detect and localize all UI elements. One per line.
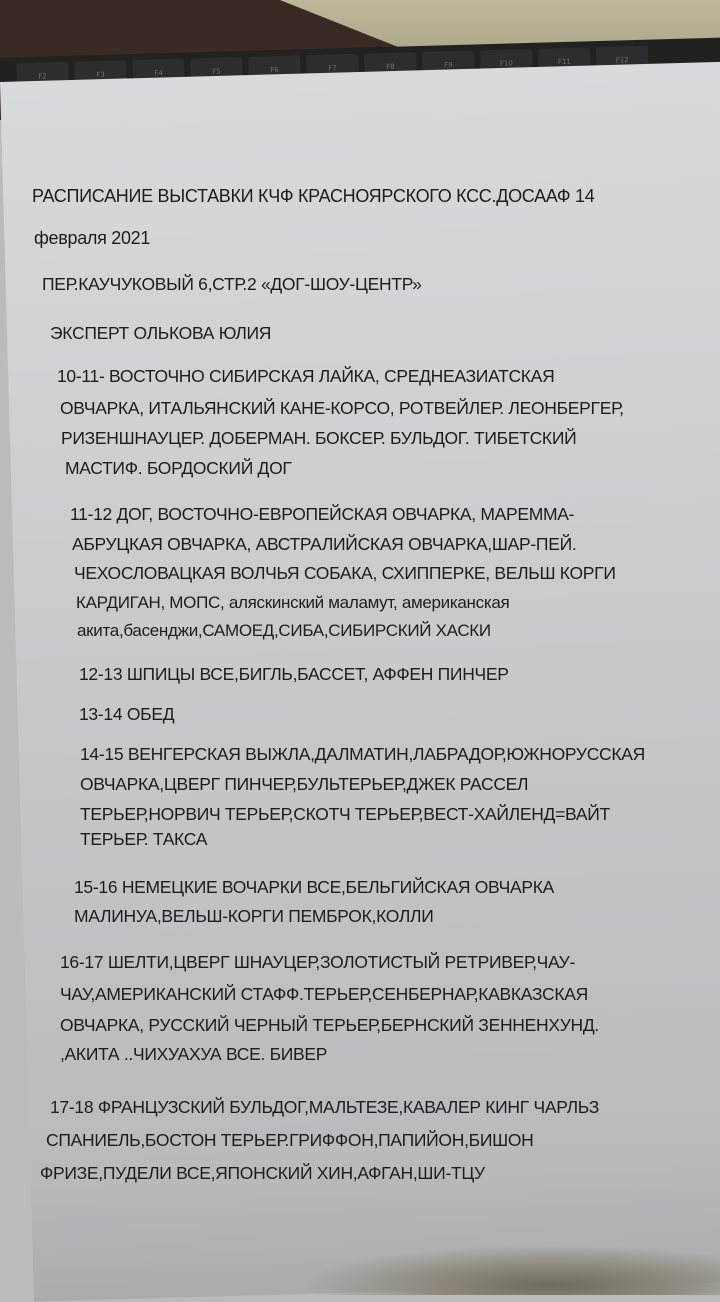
keyboard-key: F11	[538, 47, 591, 76]
schedule-line: КАРДИГАН, МОПС, аляскинский маламут, американская	[76, 593, 510, 612]
keyboard-key: F4	[132, 59, 185, 88]
schedule-line: МАСТИФ. БОРДОСКИЙ ДОГ	[65, 458, 292, 478]
judge-name: ЭКСПЕРТ ОЛЬКОВА ЮЛИЯ	[50, 323, 272, 343]
schedule-line: ОВЧАРКА,ЦВЕРГ ПИНЧЕР,БУЛЬТЕРЬЕР,ДЖЕК РАССЕЛ	[80, 774, 529, 794]
keyboard-key: F5	[190, 57, 243, 86]
schedule-line: 14-15 ВЕНГЕРСКАЯ ВЫЖЛА,ДАЛМАТИН,ЛАБРАДОР,ЮЖНОРУССКАЯ	[80, 744, 645, 764]
document-title: РАСПИСАНИЕ ВЫСТАВКИ КЧФ КРАСНОЯРСКОГО КСС.ДОСААФ 14	[32, 186, 595, 206]
schedule-line: ОВЧАРКА, РУССКИЙ ЧЕРНЫЙ ТЕРЬЕР,БЕРНСКИЙ ЗЕННЕНХУНД.	[60, 1015, 599, 1035]
schedule-line: ЧАУ,АМЕРИКАНСКИЙ СТАФФ.ТЕРЬЕР,СЕНБЕРНАР,КАВКАЗСКАЯ	[60, 984, 588, 1004]
venue-address: ПЕР.КАУЧУКОВЫЙ 6,СТР.2 «ДОГ-ШОУ-ЦЕНТР»	[42, 274, 422, 294]
keyboard-key: F10	[480, 49, 533, 78]
keyboard-key: F6	[248, 55, 301, 84]
schedule-line: 11-12 ДОГ, ВОСТОЧНО-ЕВРОПЕЙСКАЯ ОВЧАРКА, МАРЕММА-	[70, 504, 575, 524]
keyboard-key: F9	[422, 50, 475, 79]
schedule-line: СПАНИЕЛЬ,БОСТОН ТЕРЬЕР.ГРИФФОН,ПАПИЙОН,БИШОН	[46, 1130, 534, 1150]
keyboard-key: F2	[16, 62, 69, 91]
schedule-line: акита,басенджи,САМОЕД,СИБА,СИБИРСКИЙ ХАСКИ	[77, 621, 491, 640]
schedule-line: 12-13 ШПИЦЫ ВСЕ,БИГЛЬ,БАССЕТ, АФФЕН ПИНЧЕР	[79, 664, 509, 684]
schedule-line: ОВЧАРКА, ИТАЛЬЯНСКИЙ КАНЕ-КОРСО, РОТВЕЙЛЕР. ЛЕОНБЕРГЕР,	[60, 398, 624, 418]
schedule-line: ТЕРЬЕР,НОРВИЧ ТЕРЬЕР,СКОТЧ ТЕРЬЕР,ВЕСТ-ХАЙЛЕНД=ВАЙТ	[80, 804, 610, 824]
schedule-line: ТЕРЬЕР. ТАКСА	[80, 829, 208, 849]
schedule-line: 13-14 ОБЕД	[79, 704, 175, 724]
schedule-line: АБРУЦКАЯ ОВЧАРКА, АВСТРАЛИЙСКАЯ ОВЧАРКА,ШАР-ПЕЙ.	[72, 534, 577, 554]
keyboard-key: F7	[306, 54, 359, 83]
schedule-line: МАЛИНУА,ВЕЛЬШ-КОРГИ ПЕМБРОК,КОЛЛИ	[74, 906, 434, 926]
document-date: февраля 2021	[34, 228, 151, 248]
keyboard-key: F8	[364, 52, 417, 81]
schedule-line: РИЗЕНШНАУЦЕР. ДОБЕРМАН. БОКСЕР. БУЛЬДОГ. ТИБЕТСКИЙ	[61, 428, 577, 448]
schedule-line: ,АКИТА ..ЧИХУАХУА ВСЕ. БИВЕР	[60, 1044, 328, 1064]
schedule-line: 17-18 ФРАНЦУЗСКИЙ БУЛЬДОГ,МАЛЬТЕЗЕ,КАВАЛЕР КИНГ ЧАРЛЬЗ	[50, 1097, 600, 1117]
keyboard-key: F3	[74, 60, 127, 89]
schedule-line: ЧЕХОСЛОВАЦКАЯ ВОЛЧЬЯ СОБАКА, СХИППЕРКЕ, ВЕЛЬШ КОРГИ	[74, 563, 616, 583]
schedule-line: 15-16 НЕМЕЦКИЕ ВОЧАРКИ ВСЕ,БЕЛЬГИЙСКАЯ ОВЧАРКА	[74, 877, 554, 897]
keyboard-key: F12	[596, 46, 649, 75]
schedule-line: 16-17 ШЕЛТИ,ЦВЕРГ ШНАУЦЕР,ЗОЛОТИСТЫЙ РЕТРИВЕР,ЧАУ-	[60, 952, 575, 972]
schedule-line: 10-11- ВОСТОЧНО СИБИРСКАЯ ЛАЙКА, СРЕДНЕАЗИАТСКАЯ	[57, 366, 555, 386]
schedule-line: ФРИЗЕ,ПУДЕЛИ ВСЕ,ЯПОНСКИЙ ХИН,АФГАН,ШИ-ТЦУ	[40, 1163, 485, 1183]
